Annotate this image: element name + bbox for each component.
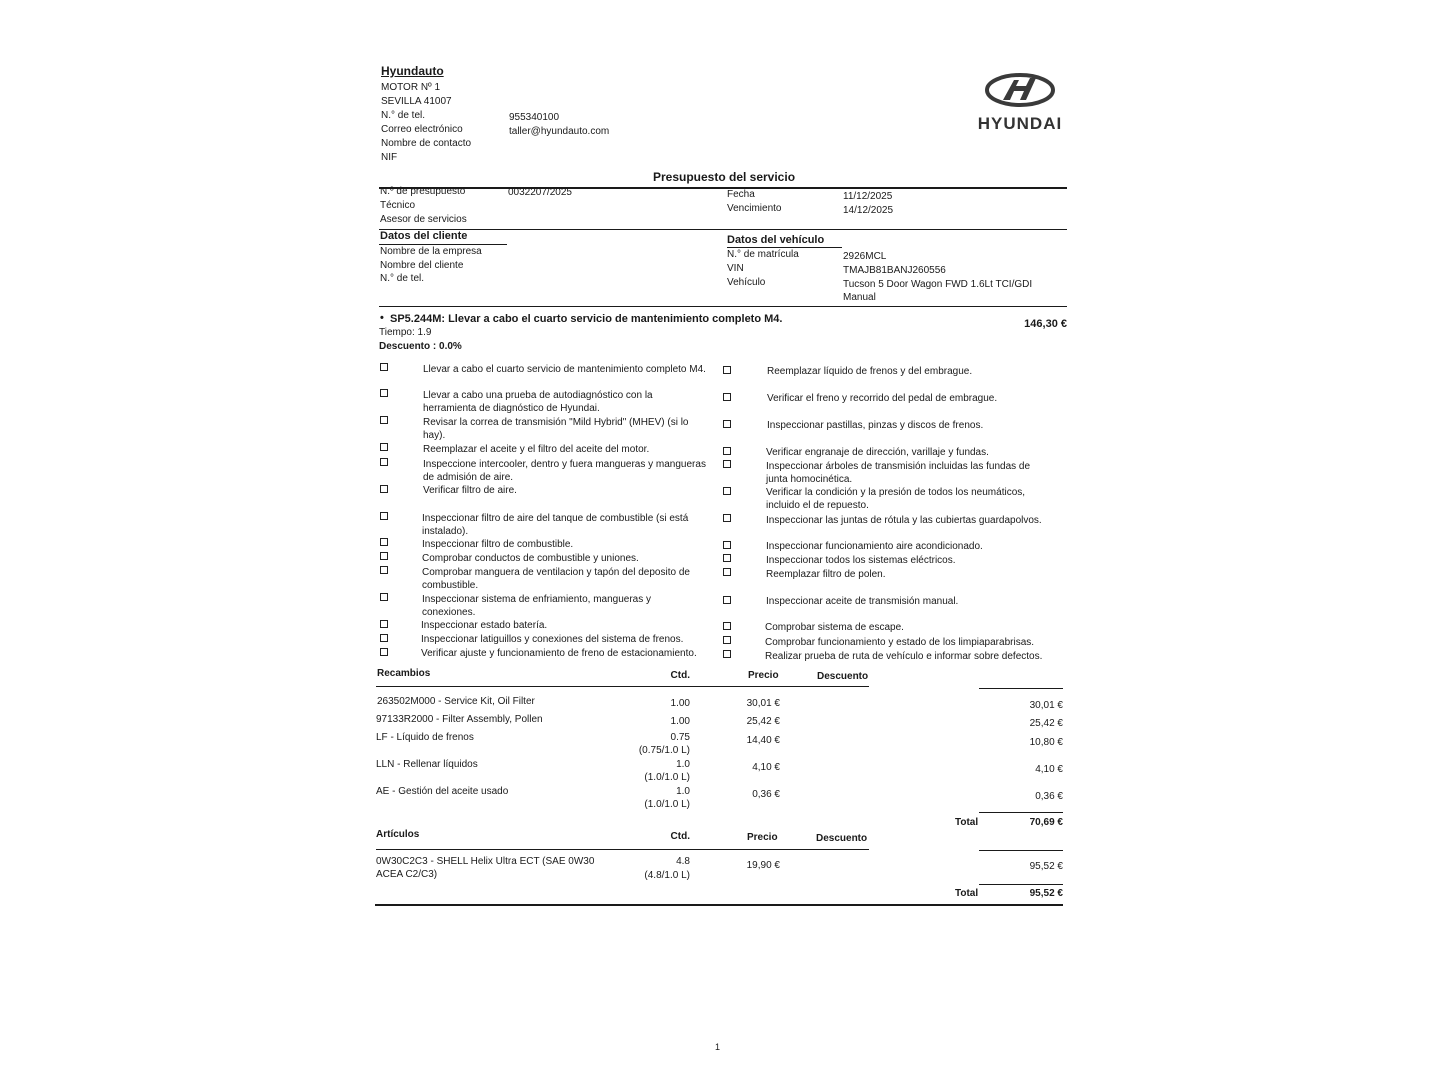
checklist-item: Inspeccionar funcionamiento aire acondicionado. bbox=[766, 541, 983, 552]
part-description: LF - Líquido de frenos bbox=[376, 732, 474, 743]
hyundai-logo bbox=[970, 72, 1070, 134]
client-heading: Datos del cliente bbox=[380, 230, 468, 242]
checklist-item: Comprobar manguera de ventilacion y tapón del deposito de combustible. bbox=[422, 567, 690, 591]
checklist-item: Llevar a cabo el cuarto servicio de mantenimiento completo M4. bbox=[423, 364, 706, 375]
checklist-item: Verificar ajuste y funcionamiento de freno de estacionamiento. bbox=[421, 648, 697, 659]
vehicle-rule bbox=[379, 306, 1067, 307]
part-description: AE - Gestión del aceite usado bbox=[376, 786, 509, 797]
checkbox[interactable] bbox=[723, 366, 731, 374]
part-price: 0,36 € bbox=[752, 789, 780, 800]
part-total: 10,80 € bbox=[1029, 737, 1063, 748]
service-price: 146,30 € bbox=[1024, 318, 1067, 330]
logo-text: HYUNDAI bbox=[977, 114, 1063, 133]
service-title: SP5.244M: Llevar a cabo el cuarto servicio de mantenimiento completo M4. bbox=[390, 313, 783, 325]
parts-total-rule bbox=[979, 812, 1063, 813]
checklist-item: Verificar engranaje de dirección, varillaje y fundas. bbox=[766, 447, 989, 458]
checkbox[interactable] bbox=[380, 634, 388, 642]
client-phone-label: N.° de tel. bbox=[380, 273, 425, 284]
checkbox[interactable] bbox=[380, 593, 388, 601]
company-contact-label: Nombre de contacto bbox=[381, 138, 472, 149]
company-email-label: Correo electrónico bbox=[381, 124, 463, 135]
part-quantity: 1.00 bbox=[670, 716, 690, 727]
date-value: 11/12/2025 bbox=[843, 191, 893, 202]
articles-header-desc: Artículos bbox=[376, 829, 420, 840]
budget-number-label: N.º de presupuesto bbox=[380, 186, 466, 197]
checklist-item: Inspeccionar filtro de combustible. bbox=[422, 539, 574, 550]
articles-header-qty: Ctd. bbox=[670, 831, 690, 842]
checklist-item: Inspeccionar aceite de transmisión manual. bbox=[766, 596, 959, 607]
articles-header-price: Precio bbox=[747, 832, 778, 843]
part-price: 30,01 € bbox=[746, 698, 780, 709]
articles-header-discount: Descuento bbox=[816, 833, 868, 844]
checkbox[interactable] bbox=[380, 538, 388, 546]
checklist-item: Inspeccionar las juntas de rótula y las cubiertas guardapolvos. bbox=[766, 515, 1042, 526]
part-quantity: 1.0 bbox=[676, 786, 690, 797]
checkbox[interactable] bbox=[380, 648, 388, 656]
checklist-item: Reemplazar líquido de frenos y del embrague. bbox=[767, 366, 973, 377]
service-time: Tiempo: 1.9 bbox=[379, 327, 432, 338]
checklist-item: Llevar a cabo una prueba de autodiagnóstico con la herramienta de diagnóstico de Hyundai. bbox=[423, 390, 653, 414]
articles-header-rule bbox=[376, 849, 869, 850]
document-title: Presupuesto del servicio bbox=[652, 170, 796, 184]
footer-rule bbox=[375, 904, 1063, 906]
parts-header-qty: Ctd. bbox=[670, 670, 690, 681]
checklist-item: Inspeccionar filtro de aire del tanque de combustible (si está instalado). bbox=[422, 513, 689, 537]
part-price: 25,42 € bbox=[746, 716, 780, 727]
articles-total-value: 95,52 € bbox=[1029, 888, 1063, 899]
checkbox[interactable] bbox=[723, 447, 731, 455]
checkbox[interactable] bbox=[380, 552, 388, 560]
article-quantity-detail: (4.8/1.0 L) bbox=[644, 870, 690, 881]
articles-total-col-rule bbox=[979, 850, 1063, 851]
technician-label: Técnico bbox=[380, 200, 416, 211]
parts-header-rule bbox=[376, 686, 869, 687]
company-address-line1: MOTOR Nº 1 bbox=[381, 82, 441, 93]
service-discount: Descuento : 0.0% bbox=[379, 341, 462, 352]
title-rule bbox=[379, 187, 1067, 189]
checkbox[interactable] bbox=[723, 420, 731, 428]
part-total: 30,01 € bbox=[1029, 700, 1063, 711]
part-quantity: 1.00 bbox=[670, 698, 690, 709]
article-price: 19,90 € bbox=[746, 860, 780, 871]
checklist-item: Verificar la condición y la presión de todos los neumáticos, incluido el de repuesto. bbox=[766, 487, 1026, 511]
checklist-item: Revisar la correa de transmisión "Mild Hybrid" (MHEV) (si lo hay). bbox=[423, 417, 689, 441]
checkbox[interactable] bbox=[723, 393, 731, 401]
vehicle-heading-rule bbox=[727, 247, 842, 248]
checklist-item: Verificar filtro de aire. bbox=[423, 485, 517, 496]
company-phone: 955340100 bbox=[509, 112, 560, 123]
hyundai-logo-icon bbox=[970, 72, 1070, 134]
checkbox[interactable] bbox=[723, 596, 731, 604]
client-heading-rule bbox=[379, 244, 507, 245]
part-price: 14,40 € bbox=[746, 735, 780, 746]
checkbox[interactable] bbox=[723, 568, 731, 576]
checkbox[interactable] bbox=[380, 363, 388, 371]
checklist-item: Comprobar sistema de escape. bbox=[765, 622, 904, 633]
checklist-item: Inspeccionar todos los sistemas eléctricos. bbox=[766, 555, 956, 566]
checkbox[interactable] bbox=[380, 443, 388, 451]
service-bullet: • bbox=[380, 312, 384, 324]
parts-header-desc: Recambios bbox=[377, 668, 431, 679]
advisor-label: Asesor de servicios bbox=[380, 214, 467, 225]
checkbox[interactable] bbox=[723, 541, 731, 549]
checkbox[interactable] bbox=[723, 636, 731, 644]
plate-value: 2926MCL bbox=[843, 251, 887, 262]
checklist-item: Inspeccionar árboles de transmisión incluidas las fundas de junta homocinética. bbox=[766, 461, 1031, 485]
vehicle-value: Tucson 5 Door Wagon FWD 1.6Lt TCI/GDI bbox=[843, 279, 1033, 290]
parts-total-label: Total bbox=[955, 817, 979, 828]
company-address-line2: SEVILLA 41007 bbox=[381, 96, 452, 107]
expiry-value: 14/12/2025 bbox=[843, 205, 894, 216]
checklist-item: Inspeccionar pastillas, pinzas y discos de frenos. bbox=[767, 420, 984, 431]
checkbox[interactable] bbox=[380, 566, 388, 574]
checkbox[interactable] bbox=[380, 458, 388, 466]
client-company-label: Nombre de la empresa bbox=[380, 246, 482, 257]
article-total: 95,52 € bbox=[1029, 861, 1063, 872]
articles-total-label: Total bbox=[955, 888, 979, 899]
checkbox[interactable] bbox=[723, 554, 731, 562]
budget-number: 0032207/2025 bbox=[508, 187, 572, 198]
part-quantity-detail: (1.0/1.0 L) bbox=[644, 772, 690, 783]
part-description: 263502M000 - Service Kit, Oil Filter bbox=[377, 696, 535, 707]
checkbox[interactable] bbox=[723, 514, 731, 522]
checkbox[interactable] bbox=[380, 416, 388, 424]
checklist-item: Comprobar funcionamiento y estado de los limpiaparabrisas. bbox=[765, 637, 1035, 648]
checkbox[interactable] bbox=[723, 650, 731, 658]
vin-value: TMAJB81BANJ260556 bbox=[843, 265, 946, 276]
parts-total-value: 70,69 € bbox=[1029, 817, 1063, 828]
page-number: 1 bbox=[715, 1042, 721, 1052]
part-quantity: 0.75 bbox=[670, 732, 690, 743]
checklist-item: Reemplazar filtro de polen. bbox=[766, 569, 886, 580]
checklist-item: Inspeccione intercooler, dentro y fuera mangueras y mangueras de admisión de aire. bbox=[423, 459, 706, 483]
parts-header-discount: Descuento bbox=[817, 671, 869, 682]
article-description-line2: ACEA C2/C3) bbox=[376, 869, 438, 880]
client-name-label: Nombre del cliente bbox=[380, 260, 464, 271]
part-quantity-detail: (0.75/1.0 L) bbox=[638, 745, 690, 756]
parts-header-price: Precio bbox=[748, 670, 779, 681]
part-description: LLN - Rellenar líquidos bbox=[376, 759, 478, 770]
checklist-item: Inspeccionar sistema de enfriamiento, mangueras y conexiones. bbox=[422, 594, 652, 618]
checklist-item: Verificar el freno y recorrido del pedal de embrague. bbox=[767, 393, 998, 404]
company-email[interactable]: taller@hyundauto.com bbox=[509, 126, 610, 137]
articles-total-rule bbox=[979, 884, 1063, 885]
checklist-item: Inspeccionar latiguillos y conexiones del sistema de frenos. bbox=[421, 634, 684, 645]
part-total: 25,42 € bbox=[1029, 718, 1063, 729]
checkbox[interactable] bbox=[723, 487, 731, 495]
vin-label: VIN bbox=[727, 263, 744, 274]
checkbox[interactable] bbox=[723, 460, 731, 468]
checkbox[interactable] bbox=[380, 389, 388, 397]
checkbox[interactable] bbox=[380, 485, 388, 493]
checkbox[interactable] bbox=[380, 512, 388, 520]
checklist-item: Reemplazar el aceite y el filtro del aceite del motor. bbox=[423, 444, 650, 455]
checklist-item: Inspeccionar estado batería. bbox=[421, 620, 548, 631]
vehicle-transmission: Manual bbox=[843, 292, 876, 303]
article-quantity: 4.8 bbox=[676, 856, 690, 867]
part-price: 4,10 € bbox=[752, 762, 780, 773]
part-total: 4,10 € bbox=[1035, 764, 1063, 775]
vehicle-heading: Datos del vehículo bbox=[727, 234, 825, 246]
expiry-label: Vencimiento bbox=[727, 203, 782, 214]
date-label: Fecha bbox=[727, 189, 755, 200]
company-name: Hyundauto bbox=[381, 64, 444, 78]
part-quantity: 1.0 bbox=[676, 759, 690, 770]
checklist-item: Realizar prueba de ruta de vehículo e informar sobre defectos. bbox=[765, 651, 1043, 662]
part-total: 0,36 € bbox=[1035, 791, 1063, 802]
part-description: 97133R2000 - Filter Assembly, Pollen bbox=[376, 714, 543, 725]
checkbox[interactable] bbox=[380, 620, 388, 628]
article-description: 0W30C2C3 - SHELL Helix Ultra ECT (SAE 0W30 bbox=[376, 856, 595, 867]
plate-label: N.° de matrícula bbox=[727, 249, 799, 260]
vehicle-label: Vehículo bbox=[727, 277, 766, 288]
checklist-item: Comprobar conductos de combustible y uniones. bbox=[422, 553, 639, 564]
parts-total-col-rule bbox=[979, 688, 1063, 689]
checkbox[interactable] bbox=[723, 622, 731, 630]
company-nif-label: NIF bbox=[381, 152, 398, 163]
part-quantity-detail: (1.0/1.0 L) bbox=[644, 799, 690, 810]
meta-rule bbox=[379, 229, 1067, 230]
company-phone-label: N.° de tel. bbox=[381, 110, 426, 121]
